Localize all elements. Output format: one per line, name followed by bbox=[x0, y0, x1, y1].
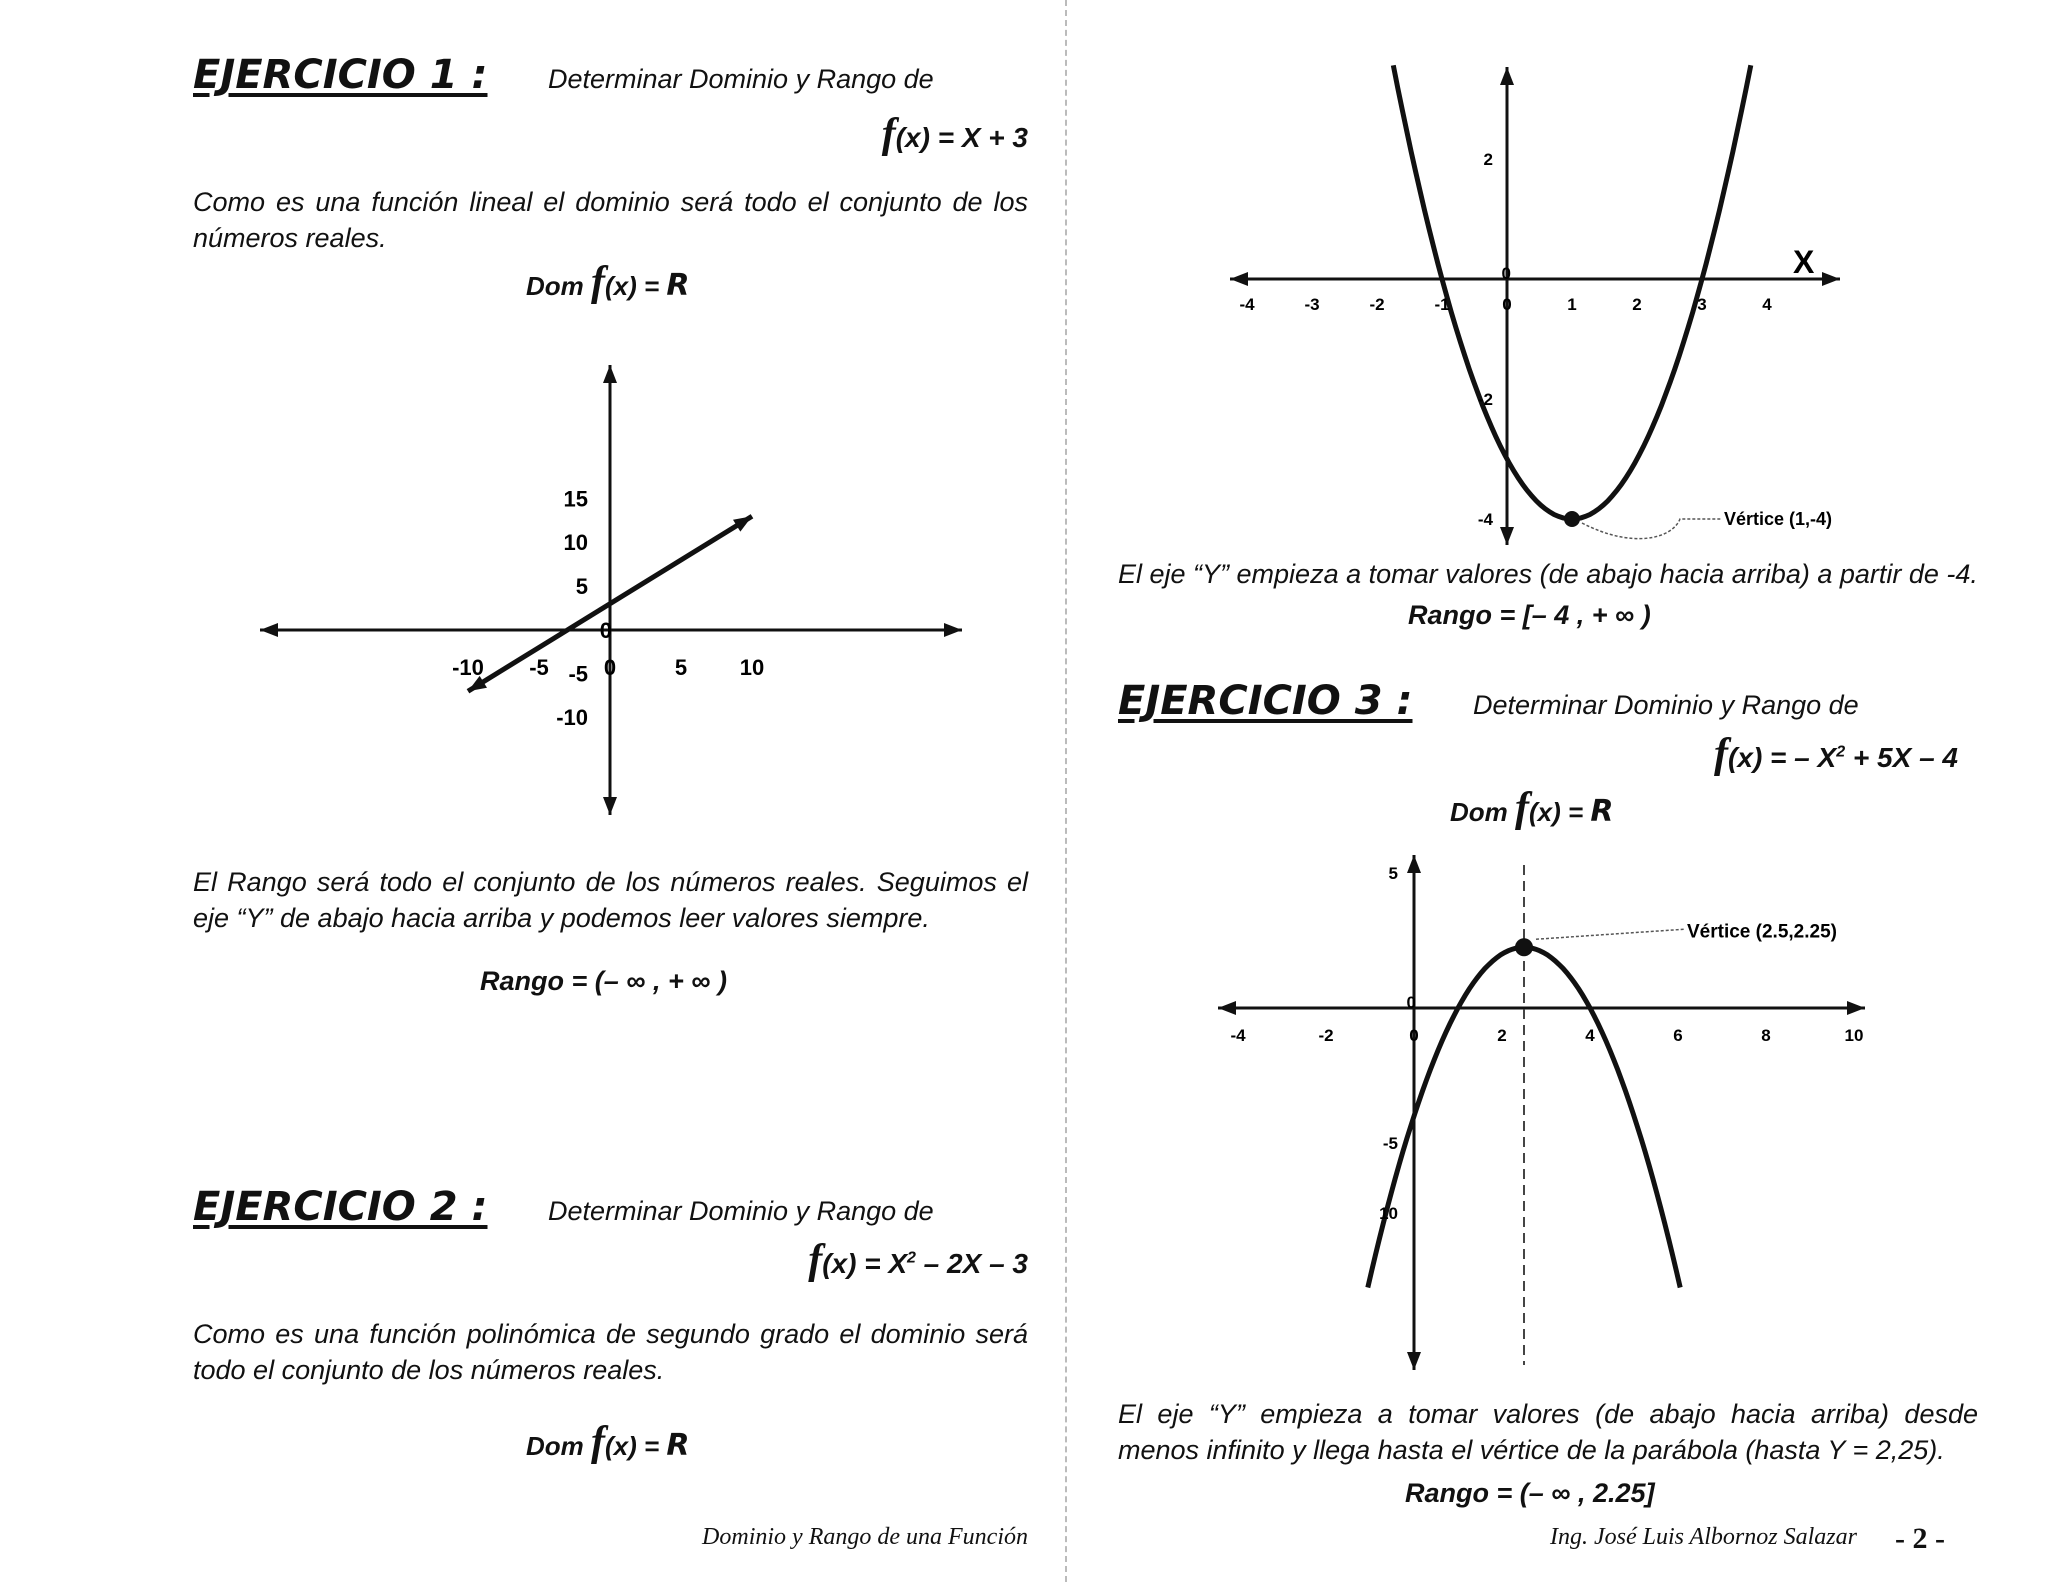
x-tick-label: 2 bbox=[1497, 1026, 1507, 1045]
ex2-subtitle: Determinar Dominio y Rango de bbox=[548, 1196, 934, 1226]
x-tick-label: -1 bbox=[1434, 295, 1450, 314]
ex2-domain: Dom f(x) = R bbox=[526, 1419, 690, 1465]
x-axis-arrow-right bbox=[1847, 1001, 1865, 1015]
ex3-range: Rango = (– ∞ , 2.25] bbox=[1405, 1478, 1655, 1508]
y-tick-label: 2 bbox=[1483, 149, 1493, 169]
x-tick-label: -2 bbox=[1369, 295, 1385, 314]
ex1-axes bbox=[260, 365, 962, 815]
x-tick-label: -10 bbox=[452, 655, 484, 680]
vertex-label: Vértice (2.5,2.25) bbox=[1687, 921, 1837, 943]
y-tick-label: 0 bbox=[1501, 264, 1511, 283]
ex3-marks bbox=[1368, 865, 1837, 1365]
ex3-tick-labels bbox=[1230, 864, 1863, 1223]
y-tick-label: -4 bbox=[1477, 509, 1493, 529]
vertex-point bbox=[1515, 938, 1533, 956]
ex1-tick-labels bbox=[452, 486, 764, 730]
vertex-callout-line bbox=[1582, 519, 1722, 539]
footer-author: Ing. José Luis Albornoz Salazar bbox=[1550, 1524, 1857, 1550]
ex1-domain: Dom f(x) = R bbox=[526, 259, 690, 305]
ex2-formula: $f(x) = X^2 - 2X - 3$ bbox=[808, 1237, 1028, 1283]
x-axis-arrow-left bbox=[1230, 272, 1248, 286]
x-tick-label: 6 bbox=[1673, 1026, 1683, 1045]
ex2-range: Rango = [– 4 , + ∞ ) bbox=[1408, 600, 1651, 630]
y-tick-label: 5 bbox=[575, 573, 588, 599]
x-tick-label: -2 bbox=[1318, 1026, 1334, 1045]
ex2-paragraph-domain: Como es una función polinómica de segundo grado el dominio será todo el conjunto de los números reales. bbox=[193, 1319, 1028, 1385]
x-axis-arrow-left bbox=[260, 623, 278, 637]
ex2-paragraph-range: El eje “Y” empieza a tomar valores (de abajo hacia arriba) a partir de -4. bbox=[1118, 559, 1978, 589]
ex1-paragraph-range: El Rango será todo el conjunto de los números reales. Seguimos el eje “Y” de abajo hacia arriba y podemos leer valores siempre. bbox=[193, 867, 1028, 933]
vertex-point bbox=[1564, 511, 1580, 527]
x-tick-label: 0 bbox=[1409, 1026, 1419, 1045]
x-tick-label: -3 bbox=[1304, 295, 1320, 314]
y-tick-label: 0 bbox=[1406, 993, 1416, 1012]
ex2-chart bbox=[1215, 55, 1855, 555]
y-axis-arrow-up bbox=[603, 365, 617, 383]
ex3-title: EJERCICIO 3 : bbox=[1118, 678, 1413, 724]
y-tick-label: 0 bbox=[599, 618, 612, 643]
parabola-curve bbox=[1393, 65, 1751, 519]
y-tick-label: -5 bbox=[568, 661, 588, 687]
line-arrow-end bbox=[733, 516, 752, 531]
y-tick-label: 10 bbox=[563, 530, 588, 556]
page-number: - 2 - bbox=[1895, 1522, 1945, 1555]
y-axis-arrow-down bbox=[603, 797, 617, 815]
y-tick-label: -10 bbox=[556, 705, 588, 731]
x-tick-label: 10 bbox=[739, 655, 765, 680]
x-tick-label: -4 bbox=[1239, 295, 1255, 314]
x-axis-label: X bbox=[1793, 244, 1815, 280]
x-axis-arrow-right bbox=[1822, 272, 1840, 286]
ex1-title: EJERCICIO 1 : bbox=[193, 52, 488, 98]
vertex-label: Vértice (1,-4) bbox=[1724, 509, 1833, 529]
x-tick-label: 8 bbox=[1761, 1026, 1771, 1045]
x-tick-label: 4 bbox=[1762, 295, 1772, 314]
x-tick-label: 5 bbox=[674, 655, 688, 680]
x-tick-label: 0 bbox=[1502, 295, 1512, 314]
x-tick-label: 4 bbox=[1585, 1026, 1595, 1045]
ex2-title: EJERCICIO 2 : bbox=[193, 1184, 488, 1230]
y-tick-label: -5 bbox=[1382, 1133, 1398, 1153]
x-tick-label: 3 bbox=[1697, 295, 1707, 314]
ex1-formula: f(x) = X + 3 bbox=[881, 111, 1028, 157]
y-tick-label: 5 bbox=[1388, 863, 1398, 883]
y-tick-label: 15 bbox=[563, 486, 588, 512]
ex2-axes bbox=[1230, 67, 1840, 545]
ex1-subtitle: Determinar Dominio y Rango de bbox=[548, 64, 934, 94]
y-tick-label: -2 bbox=[1477, 389, 1493, 409]
y-tick-label: 10 bbox=[1379, 1204, 1398, 1224]
x-tick-label: 2 bbox=[1632, 295, 1642, 314]
y-axis-arrow-up bbox=[1407, 855, 1421, 873]
x-tick-label: 1 bbox=[1567, 295, 1577, 314]
ex2-tick-labels bbox=[1239, 150, 1815, 529]
ex3-formula: f(x) = – $X^2 + 5X - 4$ bbox=[1714, 731, 1958, 777]
footer-title: Dominio y Rango de una Función bbox=[702, 1524, 1028, 1550]
ex1-range: Rango = (– ∞ , + ∞ ) bbox=[480, 966, 728, 996]
x-tick-label: -5 bbox=[529, 655, 549, 680]
y-axis-arrow-down bbox=[1500, 527, 1514, 545]
y-axis-arrow-down bbox=[1407, 1352, 1421, 1370]
x-tick-label: 10 bbox=[1844, 1026, 1864, 1045]
ex3-domain: Dom f(x) = R bbox=[1450, 785, 1614, 831]
ex3-chart bbox=[1200, 845, 1880, 1380]
y-axis-arrow-up bbox=[1500, 67, 1514, 85]
ex1-paragraph-domain: Como es una función lineal el dominio será todo el conjunto de los números reales. bbox=[193, 187, 1028, 253]
ex1-chart bbox=[250, 345, 970, 825]
ex3-paragraph-range: El eje “Y” empieza a tomar valores (de abajo hacia arriba) desde menos infinito y llega hasta el vértice de la parábola (hasta Y = 2,25). bbox=[1118, 1399, 1978, 1465]
x-tick-label: -4 bbox=[1230, 1026, 1246, 1045]
ex3-subtitle: Determinar Dominio y Rango de bbox=[1473, 690, 1859, 720]
page-divider bbox=[1065, 0, 1067, 1582]
x-axis-arrow-left bbox=[1218, 1001, 1236, 1015]
vertex-callout-line bbox=[1536, 929, 1684, 939]
x-tick-label: 0 bbox=[603, 655, 617, 680]
x-axis-arrow-right bbox=[944, 623, 962, 637]
